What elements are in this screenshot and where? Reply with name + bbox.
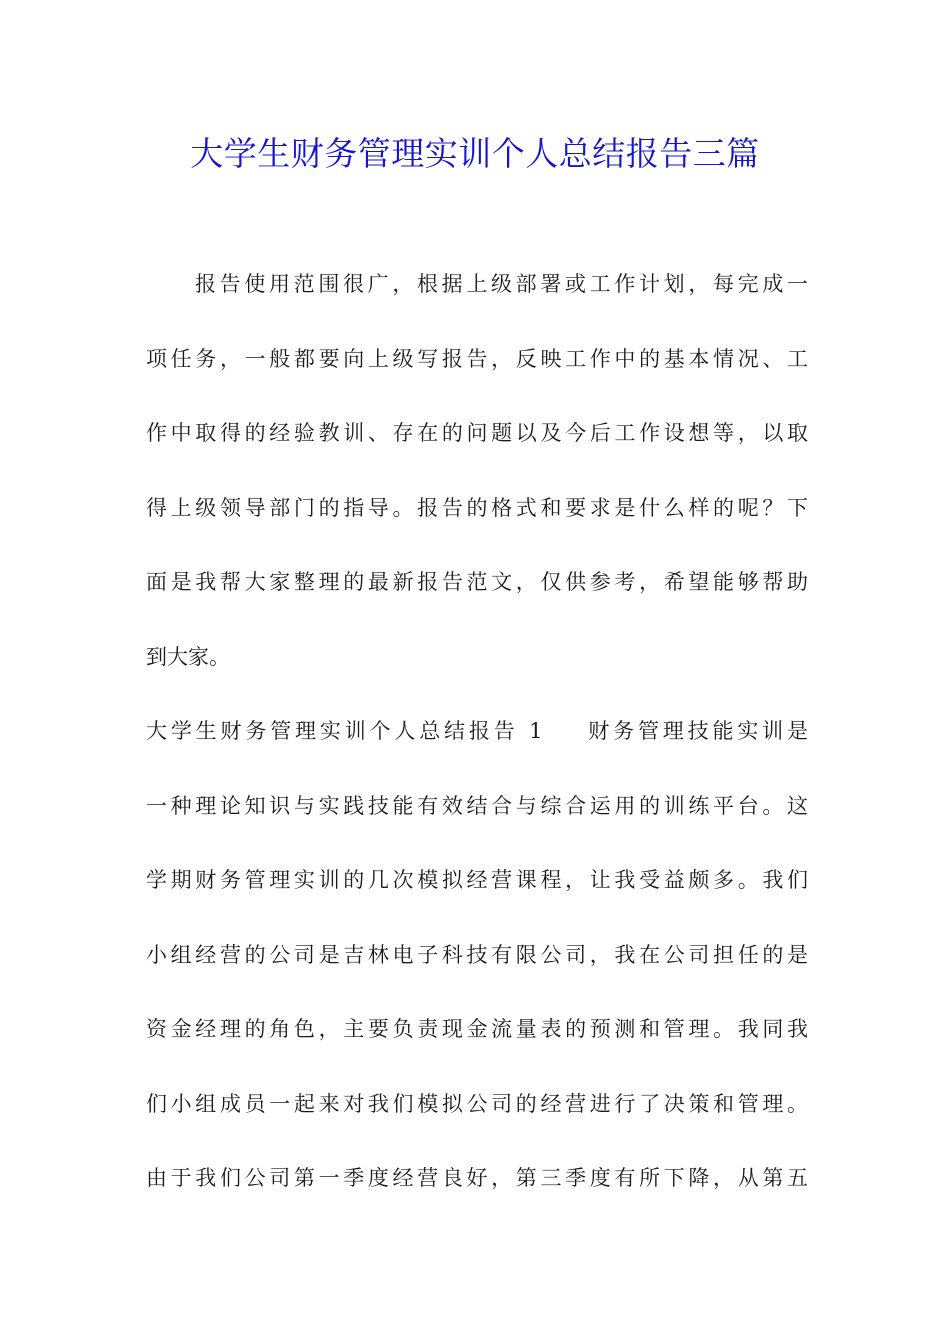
paragraph-line: 项任务，一般都要向上级写报告，反映工作中的基本情况、工 xyxy=(146,346,808,371)
paragraph-line: 资金经理的角色，主要负责现金流量表的预测和管理。我同我 xyxy=(146,1017,808,1041)
paragraph-line: 作中取得的经验教训、存在的问题以及今后工作设想等，以取 xyxy=(146,421,808,445)
paragraph-line: 报告使用范围很广，根据上级部署或工作计划，每完成一 xyxy=(195,272,808,296)
paragraph-line: 小组经营的公司是吉林电子科技有限公司，我在公司担任的是 xyxy=(146,942,808,967)
paragraph-line: 得上级领导部门的指导。报告的格式和要求是什么样的呢？下 xyxy=(146,495,808,520)
paragraph-line: 面是我帮大家整理的最新报告范文，仅供参考，希望能够帮助 xyxy=(146,570,808,594)
paragraph-line: 们小组成员一起来对我们模拟公司的经营进行了决策和管理。 xyxy=(146,1091,808,1116)
section-1-paragraph xyxy=(146,713,808,1235)
section-1-heading: 大学生财务管理实训个人总结报告 1 xyxy=(146,719,543,743)
paragraph-line: 到大家。 xyxy=(146,644,230,669)
paragraph-line: 由于我们公司第一季度经营良好，第三季度有所下降，从第五 xyxy=(146,1166,808,1190)
intro-paragraph xyxy=(146,266,808,713)
section-1-first-line xyxy=(146,713,808,788)
document-title: 大学生财务管理实训个人总结报告三篇 xyxy=(190,134,760,173)
paragraph-line: 一种理论知识与实践技能有效结合与综合运用的训练平台。这 xyxy=(146,793,808,818)
paragraph-line: 学期财务管理实训的几次模拟经营课程，让我受益颇多。我们 xyxy=(146,868,808,892)
section-1-first-line-text: 财务管理技能实训是 xyxy=(584,719,808,743)
